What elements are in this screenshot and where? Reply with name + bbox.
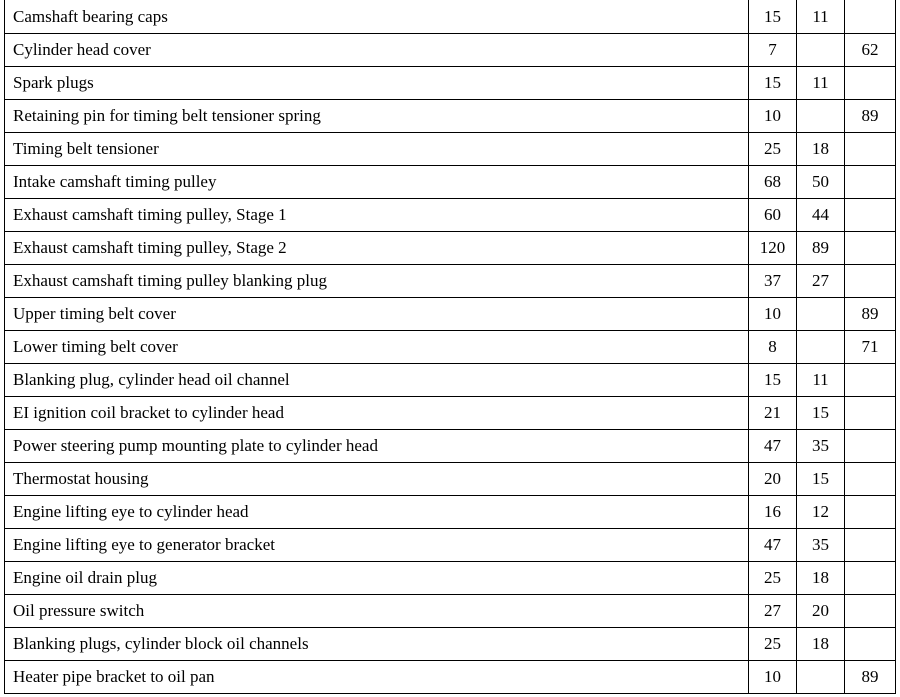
torque-lb-in-cell xyxy=(845,595,896,628)
component-name-cell: Lower timing belt cover xyxy=(5,331,749,364)
torque-nm-cell: 8 xyxy=(749,331,797,364)
torque-lb-in-cell: 71 xyxy=(845,331,896,364)
component-name-cell: Exhaust camshaft timing pulley, Stage 2 xyxy=(5,232,749,265)
torque-nm-cell: 27 xyxy=(749,595,797,628)
component-name-cell: Power steering pump mounting plate to cylinder head xyxy=(5,430,749,463)
torque-lb-ft-cell: 18 xyxy=(797,562,845,595)
component-name-cell: Engine lifting eye to cylinder head xyxy=(5,496,749,529)
torque-lb-ft-cell: 11 xyxy=(797,364,845,397)
component-name-cell: Engine lifting eye to generator bracket xyxy=(5,529,749,562)
torque-nm-cell: 37 xyxy=(749,265,797,298)
torque-nm-cell: 21 xyxy=(749,397,797,430)
torque-lb-ft-cell: 11 xyxy=(797,0,845,34)
torque-nm-cell: 15 xyxy=(749,364,797,397)
torque-nm-cell: 25 xyxy=(749,133,797,166)
component-name-cell: Spark plugs xyxy=(5,67,749,100)
table-body xyxy=(5,0,896,694)
torque-nm-cell: 10 xyxy=(749,298,797,331)
torque-lb-in-cell xyxy=(845,628,896,661)
table-row xyxy=(5,67,896,100)
component-name-cell: Camshaft bearing caps xyxy=(5,0,749,34)
torque-lb-in-cell xyxy=(845,199,896,232)
table-row xyxy=(5,595,896,628)
torque-nm-cell: 10 xyxy=(749,100,797,133)
torque-nm-cell: 47 xyxy=(749,529,797,562)
torque-lb-ft-cell xyxy=(797,661,845,694)
component-name-cell: Intake camshaft timing pulley xyxy=(5,166,749,199)
torque-lb-in-cell: 89 xyxy=(845,100,896,133)
torque-lb-ft-cell: 27 xyxy=(797,265,845,298)
torque-lb-ft-cell: 20 xyxy=(797,595,845,628)
table-row xyxy=(5,100,896,133)
component-name-cell: Thermostat housing xyxy=(5,463,749,496)
component-name-cell: Blanking plugs, cylinder block oil channels xyxy=(5,628,749,661)
torque-lb-in-cell xyxy=(845,430,896,463)
table-row xyxy=(5,397,896,430)
table-row xyxy=(5,529,896,562)
torque-nm-cell: 20 xyxy=(749,463,797,496)
table-row xyxy=(5,562,896,595)
table-row xyxy=(5,661,896,694)
torque-lb-in-cell: 62 xyxy=(845,34,896,67)
torque-lb-ft-cell: 18 xyxy=(797,133,845,166)
torque-lb-ft-cell xyxy=(797,331,845,364)
torque-nm-cell: 10 xyxy=(749,661,797,694)
torque-nm-cell: 120 xyxy=(749,232,797,265)
component-name-cell: Blanking plug, cylinder head oil channel xyxy=(5,364,749,397)
component-name-cell: Exhaust camshaft timing pulley, Stage 1 xyxy=(5,199,749,232)
torque-lb-in-cell xyxy=(845,232,896,265)
component-name-cell: Oil pressure switch xyxy=(5,595,749,628)
table-row xyxy=(5,496,896,529)
table-row xyxy=(5,331,896,364)
torque-lb-in-cell xyxy=(845,67,896,100)
torque-lb-ft-cell: 89 xyxy=(797,232,845,265)
component-name-cell: EI ignition coil bracket to cylinder head xyxy=(5,397,749,430)
torque-lb-in-cell xyxy=(845,562,896,595)
component-name-cell: Upper timing belt cover xyxy=(5,298,749,331)
table-row xyxy=(5,166,896,199)
torque-lb-ft-cell: 15 xyxy=(797,463,845,496)
table-row xyxy=(5,34,896,67)
torque-specification-table xyxy=(4,0,896,694)
torque-lb-in-cell: 89 xyxy=(845,661,896,694)
torque-lb-ft-cell: 50 xyxy=(797,166,845,199)
component-name-cell: Timing belt tensioner xyxy=(5,133,749,166)
torque-lb-ft-cell: 35 xyxy=(797,529,845,562)
torque-lb-ft-cell: 44 xyxy=(797,199,845,232)
torque-lb-in-cell xyxy=(845,166,896,199)
torque-lb-in-cell xyxy=(845,496,896,529)
torque-nm-cell: 7 xyxy=(749,34,797,67)
torque-lb-in-cell xyxy=(845,463,896,496)
torque-lb-ft-cell: 35 xyxy=(797,430,845,463)
component-name-cell: Heater pipe bracket to oil pan xyxy=(5,661,749,694)
component-name-cell: Retaining pin for timing belt tensioner spring xyxy=(5,100,749,133)
torque-nm-cell: 68 xyxy=(749,166,797,199)
torque-lb-ft-cell xyxy=(797,34,845,67)
torque-nm-cell: 60 xyxy=(749,199,797,232)
torque-lb-in-cell xyxy=(845,0,896,34)
table-row xyxy=(5,199,896,232)
torque-lb-in-cell xyxy=(845,265,896,298)
torque-lb-ft-cell xyxy=(797,100,845,133)
torque-lb-ft-cell: 18 xyxy=(797,628,845,661)
table-row xyxy=(5,628,896,661)
torque-nm-cell: 47 xyxy=(749,430,797,463)
torque-nm-cell: 15 xyxy=(749,67,797,100)
table-row xyxy=(5,430,896,463)
torque-lb-in-cell xyxy=(845,133,896,166)
torque-nm-cell: 15 xyxy=(749,0,797,34)
table-row xyxy=(5,0,896,34)
torque-lb-ft-cell xyxy=(797,298,845,331)
torque-lb-ft-cell: 11 xyxy=(797,67,845,100)
component-name-cell: Cylinder head cover xyxy=(5,34,749,67)
torque-lb-ft-cell: 12 xyxy=(797,496,845,529)
table-row xyxy=(5,364,896,397)
table-row xyxy=(5,463,896,496)
torque-lb-in-cell xyxy=(845,364,896,397)
torque-nm-cell: 16 xyxy=(749,496,797,529)
torque-lb-in-cell: 89 xyxy=(845,298,896,331)
table-row xyxy=(5,133,896,166)
torque-lb-ft-cell: 15 xyxy=(797,397,845,430)
table-row xyxy=(5,265,896,298)
component-name-cell: Engine oil drain plug xyxy=(5,562,749,595)
torque-nm-cell: 25 xyxy=(749,628,797,661)
torque-lb-in-cell xyxy=(845,529,896,562)
torque-lb-in-cell xyxy=(845,397,896,430)
table-row xyxy=(5,298,896,331)
torque-nm-cell: 25 xyxy=(749,562,797,595)
table-row xyxy=(5,232,896,265)
component-name-cell: Exhaust camshaft timing pulley blanking plug xyxy=(5,265,749,298)
